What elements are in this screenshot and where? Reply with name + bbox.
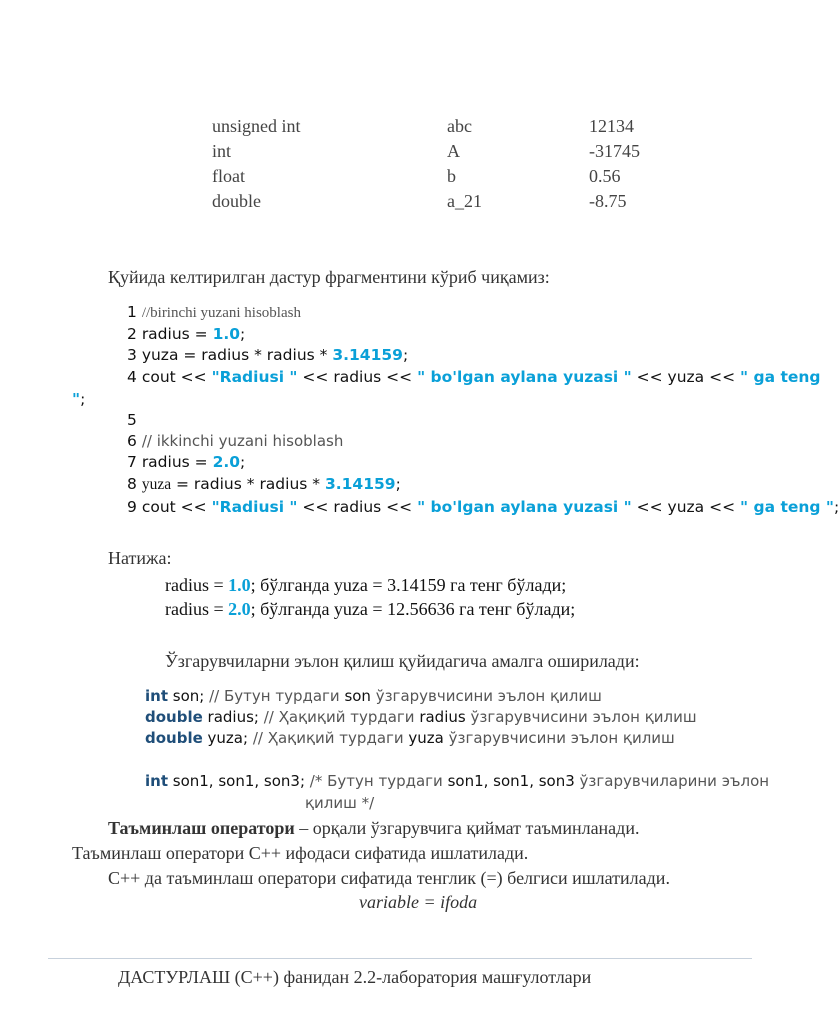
assignment-paragraph (108, 818, 756, 839)
code-string: " bo'lgan aylana yuzasi " (417, 368, 632, 386)
decl-comment: қилиш */ (305, 794, 375, 812)
code-text: ; (80, 390, 86, 408)
table-cell-type: float (212, 166, 245, 186)
code-text: << radius << (297, 368, 418, 386)
code-text: << radius << (297, 498, 418, 516)
code-number: 3.14159 (332, 346, 403, 364)
table-cell-value: -8.75 (589, 191, 627, 211)
code-text: ; (240, 453, 246, 471)
table-cell-value: 12134 (589, 116, 634, 136)
code-text: ; (395, 475, 401, 493)
decl-comment: ўзгарувчисини эълон қилиш (443, 729, 675, 747)
decl-comment: ўзгарувчисини эълон қилиш (370, 687, 602, 705)
decl-var: radius (419, 708, 466, 726)
code-text: ; (240, 325, 246, 343)
code-string: " bo'lgan aylana yuzasi " (417, 498, 632, 516)
table-cell-type: int (212, 141, 232, 161)
line-number: 5 (127, 411, 137, 429)
declaration-intro: Ўзгарувчиларни эълон қилиш қуйидагича амалга оширилади: (165, 651, 640, 671)
code-number: 2.0 (212, 453, 241, 471)
table-cell-type: double (212, 191, 261, 211)
code-text: << yuza << (631, 368, 741, 386)
decl-var: son1, son1, son3 (447, 772, 575, 790)
line-number: 3 (127, 346, 137, 364)
decl-comment: // Ҳақиқий турдаги (252, 729, 409, 747)
assignment-paragraph-line2: Таъминлаш оператори C++ ифодаси сифатида ишлатилади. (72, 843, 529, 863)
decl-comment: ўзгарувчиларини эълон (574, 772, 770, 790)
decl-text: radius; (202, 708, 264, 726)
table-cell-name: a_21 (447, 191, 482, 211)
code-string: "Radiusi " (211, 498, 298, 516)
table-cell-type: unsigned int (212, 116, 301, 136)
result-line (165, 575, 566, 596)
line-number: 6 (127, 432, 137, 450)
code-line (127, 368, 821, 386)
code-comment: //birinchi yuzani hisoblash (141, 305, 301, 321)
decl-var: son (344, 687, 371, 705)
table-cell-name: A (447, 141, 460, 161)
decl-comment: ўзгарувчисини эълон қилиш (465, 708, 697, 726)
table-cell-value: 0.56 (589, 166, 621, 186)
result-number: 1.0 (228, 575, 251, 595)
result-text: ; бўлганда yuza = 12.56636 га тенг бўлади; (250, 599, 576, 619)
assignment-term: Таъминлаш оператори (108, 818, 295, 838)
code-line (127, 475, 401, 494)
type-keyword: int (145, 687, 168, 705)
code-text: radius = (141, 453, 213, 471)
code-text: cout << (141, 498, 212, 516)
declaration-line (145, 687, 602, 705)
type-keyword: int (145, 772, 168, 790)
decl-var: yuza (408, 729, 444, 747)
code-comment: // ikkinchi yuzani hisoblash (141, 432, 344, 450)
result-text: radius = (165, 599, 229, 619)
code-string: " (72, 390, 81, 408)
code-line-wrap (72, 390, 85, 408)
code-text: = radius * radius * (171, 475, 325, 493)
page-footer: ДАСТУРЛАШ (C++) фанидан 2.2-лаборатория машғулотлари (118, 967, 592, 987)
line-number: 4 (127, 368, 137, 386)
code-text: yuza (141, 476, 172, 493)
result-text: radius = (165, 575, 229, 595)
code-text: radius = (141, 325, 213, 343)
declaration-line (145, 772, 769, 790)
code-text: ; (402, 346, 409, 364)
result-text: ; бўлганда yuza = 3.14159 га тенг бўлади; (250, 575, 567, 595)
code-line (127, 303, 301, 322)
code-number: 1.0 (212, 325, 241, 343)
decl-text: son1, son1, son3; (168, 772, 310, 790)
code-text: cout << (141, 368, 212, 386)
footer-divider (48, 958, 752, 959)
line-number: 2 (127, 325, 137, 343)
assignment-paragraph-2: C++ да таъминлаш оператори сифатида тенглик (=) белгиси ишлатилади. (108, 868, 670, 888)
declaration-line (145, 729, 675, 747)
type-keyword: double (145, 708, 203, 726)
code-text: ; (833, 498, 839, 516)
decl-comment: // Бутун турдаги (209, 687, 345, 705)
code-line (127, 325, 245, 343)
code-number: 3.14159 (324, 475, 396, 493)
decl-comment: // Ҳақиқий турдаги (263, 708, 420, 726)
decl-comment: /* Бутун турдаги (309, 772, 448, 790)
result-number: 2.0 (228, 599, 251, 619)
code-line (127, 346, 408, 364)
assignment-text: – орқали ўзгарувчига қиймат таъминланади. (294, 818, 640, 838)
declaration-line-wrap (305, 794, 374, 812)
code-string: " ga teng (740, 368, 821, 386)
decl-text: yuza; (202, 729, 253, 747)
result-line (165, 599, 575, 620)
code-line (127, 432, 343, 450)
table-cell-name: abc (447, 116, 472, 136)
line-number: 8 (127, 475, 137, 493)
code-line (127, 498, 839, 516)
table-cell-name: b (447, 166, 456, 186)
line-number: 1 (127, 303, 137, 321)
line-number: 7 (127, 453, 137, 471)
intro-paragraph: Қуйида келтирилган дастур фрагментини кўриб чиқамиз: (108, 267, 550, 287)
type-keyword: double (145, 729, 203, 747)
assignment-formula: variable = ifoda (359, 892, 478, 912)
decl-text: son; (168, 687, 210, 705)
result-label: Натижа: (108, 548, 172, 568)
code-text: yuza = radius * radius * (141, 346, 333, 364)
table-cell-value: -31745 (589, 141, 640, 161)
code-text: << yuza << (631, 498, 741, 516)
declaration-line (145, 708, 697, 726)
code-string: " ga teng " (740, 498, 834, 516)
line-number: 9 (127, 498, 137, 516)
code-string: "Radiusi " (211, 368, 298, 386)
code-line (127, 411, 137, 429)
code-line (127, 453, 245, 471)
